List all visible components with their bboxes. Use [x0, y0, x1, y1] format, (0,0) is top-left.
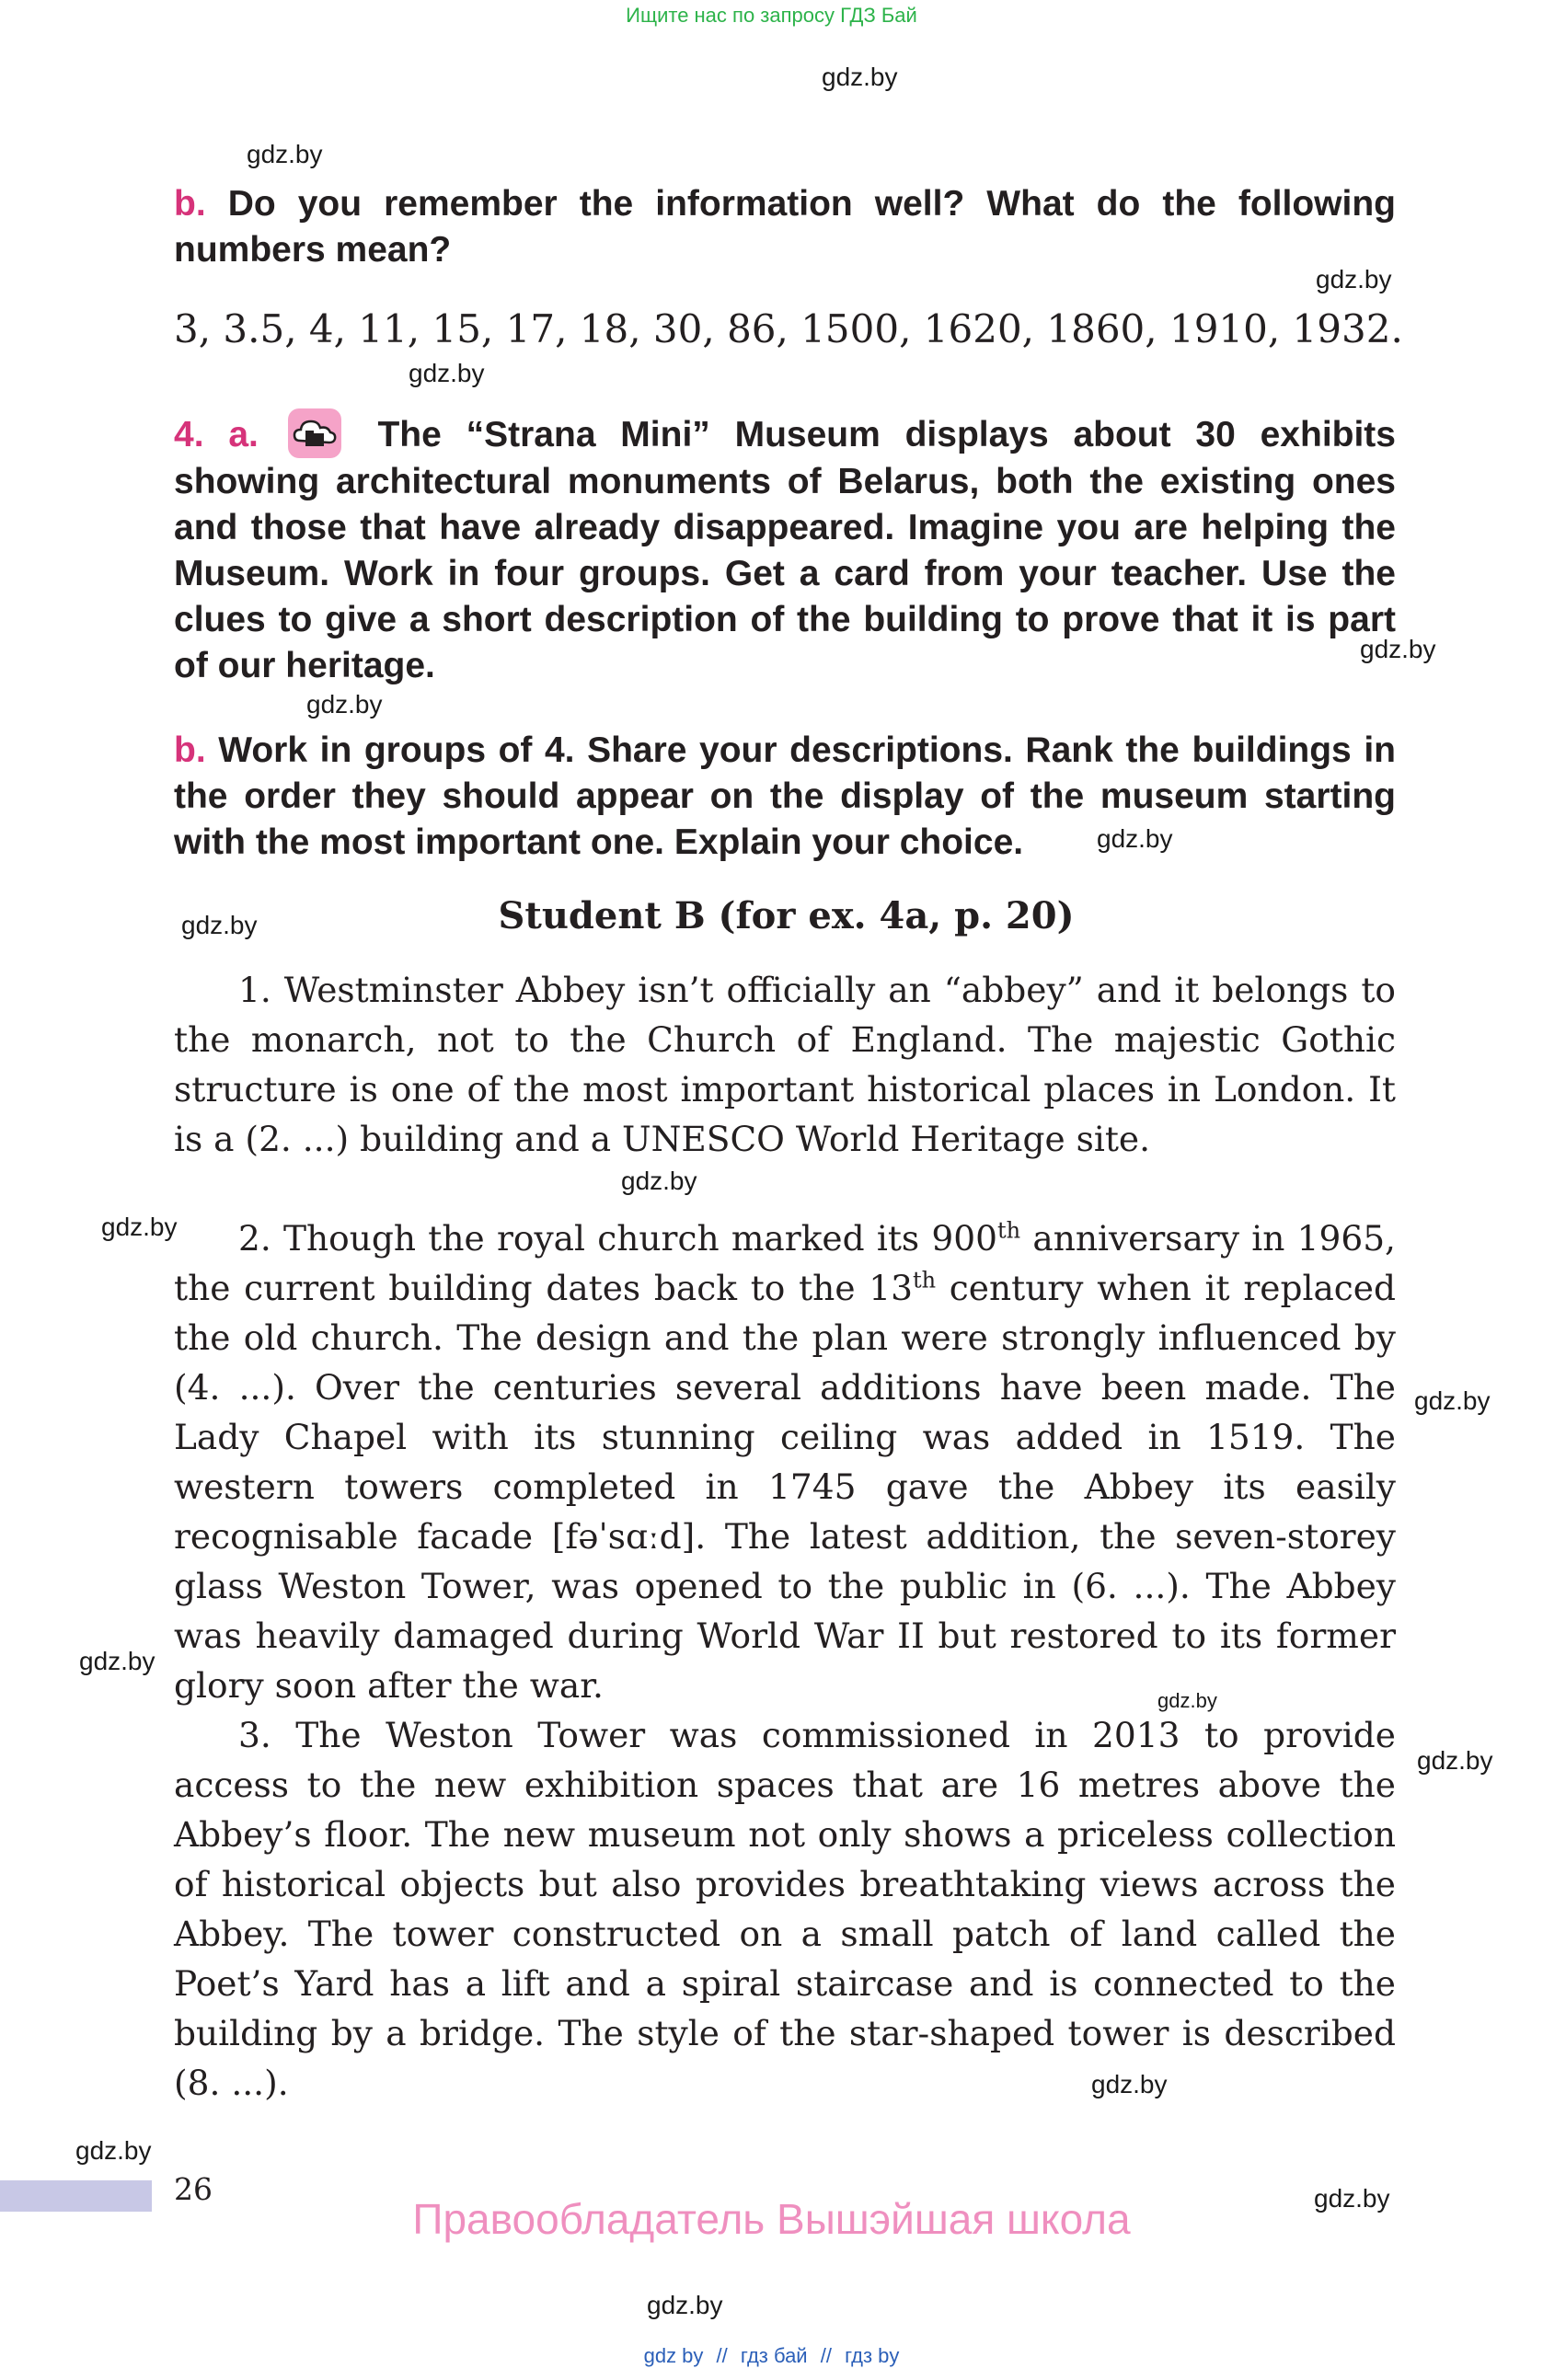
cloud-folder-icon — [287, 408, 342, 459]
watermark: gdz.by — [101, 1213, 178, 1241]
task-4a-text: The “Strana Mini” Museum displays about 30 exhibits showing architectural monuments of Belarus, both the existing ones and those that have already disappeared. Imagine you are helping the Museum. Work in four groups. Get a card from your teacher. Use the clues to give a short description of the building to prove that it is part of our heritage. — [174, 415, 1396, 685]
footer-link[interactable]: гдз by — [845, 2344, 900, 2367]
section-heading — [0, 891, 1543, 942]
footer-link[interactable]: gdz by — [643, 2344, 704, 2367]
watermark: gdz.by — [647, 2291, 723, 2319]
paragraph-2 — [174, 1213, 1396, 1710]
watermark: gdz.by — [1360, 635, 1436, 663]
watermark: gdz.by — [247, 140, 323, 168]
copyright-holder: Правообладатель Вышэйшая школа — [412, 2195, 1131, 2243]
watermark: gdz.by — [75, 2136, 152, 2165]
watermark: gdz.by — [1417, 1746, 1493, 1775]
watermark: gdz.by — [1414, 1386, 1491, 1415]
task-4a — [174, 408, 1396, 689]
watermark: gdz.by — [1157, 1689, 1217, 1712]
task-4b — [174, 728, 1396, 866]
footer-links — [0, 2344, 1543, 2368]
watermark: gdz.by — [306, 690, 383, 719]
paragraph-2-part-2: anniversary in 1965, the current building dates back to the 13 — [174, 1218, 1396, 1308]
footer-separator: // — [716, 2344, 728, 2367]
task-4b-label: b. — [174, 730, 206, 770]
section-heading-text: Student B (for ex. 4a, p. 20) — [498, 894, 1075, 937]
task-b — [174, 181, 1396, 273]
paragraph-3: 3. The Weston Tower was commissioned in 2013 to provide access to the new exhibition spaces that are 16 metres above the Abbey’s floor. The new museum not only shows a priceless collection of historical objects but also provides breathtaking views across the Abbey. The tower constructed on a small patch of land called the Poet’s Yard has a lift and a spiral staircase and is connected to the building by a bridge. The style of the star-shaped tower is described (8. ...). — [174, 1715, 1396, 2103]
watermark: gdz.by — [1314, 2184, 1390, 2213]
paragraph-1: 1. Westminster Abbey isn’t officially an “abbey” and it belongs to the monarch, not to the Church of England. The majestic Gothic structure is one of the most important historical places in London. It is a (2. ...) building and a UNESCO World Heritage site. — [174, 970, 1396, 1159]
task-b-label: b. — [174, 184, 206, 224]
watermark: gdz.by — [621, 1167, 697, 1195]
paragraph-2-part-1: 2. Though the royal church marked its 900 — [238, 1218, 997, 1259]
superscript-th: th — [996, 1217, 1021, 1244]
task-b-text: Do you remember the information well? What do the following numbers mean? — [174, 184, 1396, 270]
watermark: gdz.by — [409, 359, 485, 387]
watermark: gdz.by — [181, 911, 258, 939]
search-hint[interactable]: Ищите нас по запросу ГДЗ Бай — [626, 4, 917, 27]
superscript-th: th — [912, 1267, 937, 1293]
footer-link[interactable]: гдз бай — [740, 2344, 808, 2367]
paragraph-2-part-3: century when it replaced the old church. The design and the plan were strongly influenced by (4. ...). Over the centuries several additions have been made. The Lady Chapel with its stunning ceiling was added in 1519. The western towers completed in 1745 gave the Abbey its easily recognisable facade [fəˈsɑːd]. The latest addition, the seven-storey glass Weston Tower, was opened to the public in (6. ...). The Abbey was heavily damaged during World War II but restored to its former glory soon after the war. — [174, 1268, 1396, 1706]
task-4b-text: Work in groups of 4. Share your descriptions. Rank the buildings in the order they should appear on the display of the museum starting with the most important one. Explain your choice. — [174, 730, 1396, 862]
watermark: gdz.by — [822, 63, 898, 91]
watermark: gdz.by — [1091, 2070, 1168, 2098]
watermark: gdz.by — [1316, 265, 1392, 293]
numbers-list: 3, 3.5, 4, 11, 15, 17, 18, 30, 86, 1500, 1620, 1860, 1910, 1932. — [174, 306, 1403, 351]
page-number: 26 — [174, 2171, 213, 2207]
task-4a-label: 4. a. — [174, 415, 259, 454]
watermark: gdz.by — [1097, 824, 1173, 853]
watermark: gdz.by — [79, 1647, 155, 1675]
footer-separator: // — [820, 2344, 832, 2367]
